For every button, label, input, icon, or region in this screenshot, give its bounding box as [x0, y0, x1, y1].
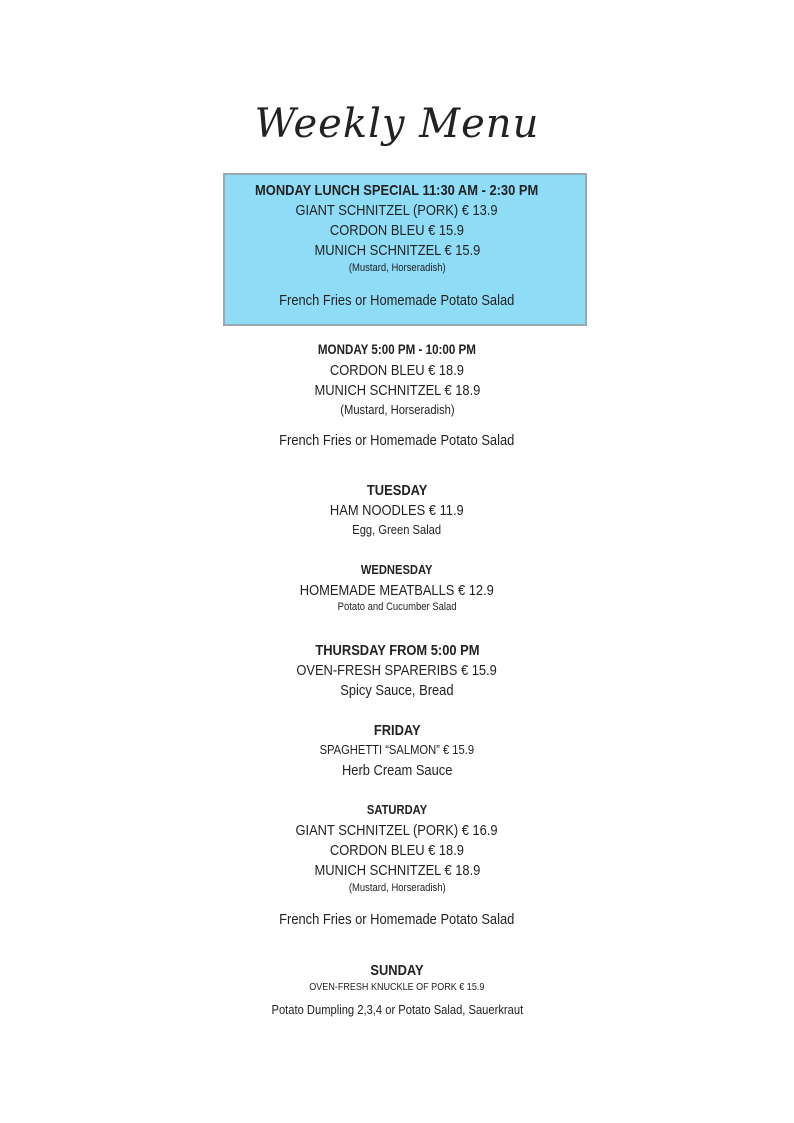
- monday-lunch-item: GIANT SCHNITZEL (PORK) € 13.9: [295, 202, 499, 219]
- sunday-item: OVEN-FRESH KNUCKLE OF PORK € 15.9: [309, 981, 485, 993]
- tuesday-heading: TUESDAY: [366, 482, 428, 499]
- wednesday-note: Potato and Cucumber Salad: [337, 601, 457, 613]
- sunday-heading: SUNDAY: [370, 962, 424, 979]
- page-title: [0, 92, 794, 162]
- monday-evening-heading: MONDAY 5:00 PM - 10:00 PM: [317, 342, 477, 357]
- friday-item: SPAGHETTI “SALMON” € 15.9: [319, 742, 475, 757]
- saturday-item: GIANT SCHNITZEL (PORK) € 16.9: [295, 822, 499, 839]
- title-text: Weekly Menu: [254, 101, 540, 147]
- saturday-sides: French Fries or Homemade Potato Salad: [279, 911, 515, 928]
- saturday-note: (Mustard, Horseradish): [348, 882, 446, 894]
- monday-lunch-heading: MONDAY LUNCH SPECIAL 11:30 AM - 2:30 PM: [255, 182, 539, 199]
- tuesday-note: Egg, Green Salad: [352, 522, 442, 537]
- wednesday-heading: WEDNESDAY: [361, 562, 433, 577]
- monday-lunch-sides: French Fries or Homemade Potato Salad: [279, 292, 515, 309]
- thursday-note: Spicy Sauce, Bread: [340, 682, 454, 699]
- thursday-item: OVEN-FRESH SPARERIBS € 15.9: [296, 662, 498, 679]
- friday-note: Herb Cream Sauce: [341, 762, 453, 779]
- monday-evening-item: CORDON BLEU € 18.9: [329, 362, 465, 379]
- saturday-item: CORDON BLEU € 18.9: [329, 842, 465, 859]
- monday-lunch-item: MUNICH SCHNITZEL € 15.9: [314, 242, 480, 259]
- saturday-heading: SATURDAY: [366, 802, 428, 817]
- monday-lunch-note: (Mustard, Horseradish): [348, 262, 446, 274]
- wednesday-item: HOMEMADE MEATBALLS € 12.9: [299, 582, 495, 599]
- title-script: [247, 92, 547, 162]
- monday-evening-item: MUNICH SCHNITZEL € 18.9: [314, 382, 480, 399]
- thursday-heading: THURSDAY FROM 5:00 PM: [314, 642, 480, 659]
- monday-lunch-item: CORDON BLEU € 15.9: [329, 222, 465, 239]
- tuesday-item: HAM NOODLES € 11.9: [330, 502, 464, 519]
- monday-evening-sides: French Fries or Homemade Potato Salad: [279, 432, 515, 449]
- friday-heading: FRIDAY: [373, 722, 421, 739]
- monday-evening-note: (Mustard, Horseradish): [339, 402, 455, 417]
- sunday-note: Potato Dumpling 2,3,4 or Potato Salad, Sauerkraut: [271, 1002, 523, 1017]
- saturday-item: MUNICH SCHNITZEL € 18.9: [314, 862, 480, 879]
